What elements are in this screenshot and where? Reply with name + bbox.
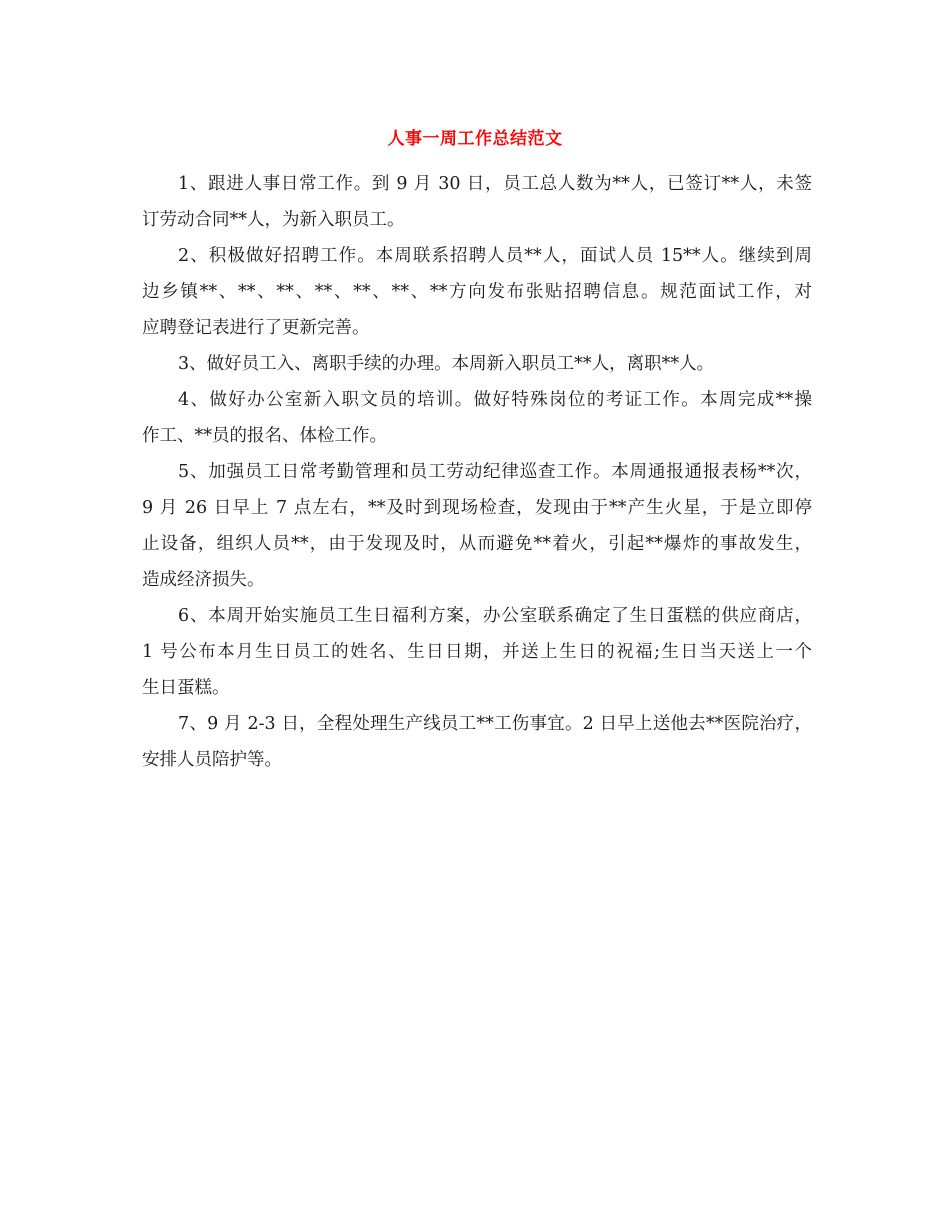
paragraph-line: 4、做好办公室新入职文员的培训。做好特殊岗位的考证工作。本周完成**操 xyxy=(178,390,812,410)
paragraph-line: 作工、**员的报名、体检工作。 xyxy=(142,426,387,446)
paragraph-6 xyxy=(142,598,812,706)
paragraph-5 xyxy=(142,454,812,598)
paragraph-2 xyxy=(142,238,812,346)
paragraph-line: 3、做好员工入、离职手续的办理。本周新入职员工**人，离职**人。 xyxy=(178,354,715,374)
paragraph-1 xyxy=(142,166,812,238)
paragraph-line: 6、本周开始实施员工生日福利方案，办公室联系确定了生日蛋糕的供应商店， xyxy=(178,606,812,626)
paragraph-7 xyxy=(142,706,812,778)
paragraph-line: 止设备，组织人员**，由于发现及时，从而避免**着火，引起**爆炸的事故发生， xyxy=(142,534,812,554)
paragraph-line: 7、9 月 2-3 日，全程处理生产线员工**工伤事宜。2 日早上送他去**医院治疗， xyxy=(178,714,812,734)
document-body xyxy=(142,166,812,778)
paragraph-line: 生日蛋糕。 xyxy=(142,678,230,698)
paragraph-line: 9 月 26 日早上 7 点左右，**及时到现场检查，发现由于**产生火星，于是立即停 xyxy=(142,498,812,518)
paragraph-line: 2、积极做好招聘工作。本周联系招聘人员**人，面试人员 15**人。继续到周 xyxy=(178,246,812,266)
paragraph-line: 应聘登记表进行了更新完善。 xyxy=(142,318,370,338)
paragraph-3 xyxy=(142,346,812,382)
paragraph-4 xyxy=(142,382,812,454)
document-title: 人事一周工作总结范文 xyxy=(387,129,563,149)
paragraph-line: 订劳动合同**人，为新入职员工。 xyxy=(142,210,405,230)
paragraph-line: 5、加强员工日常考勤管理和员工劳动纪律巡查工作。本周通报通报表杨**次， xyxy=(178,462,812,482)
paragraph-line: 造成经济损失。 xyxy=(142,570,265,590)
paragraph-line: 边乡镇**、**、**、**、**、**、**方向发布张贴招聘信息。规范面试工作，对 xyxy=(142,282,812,302)
paragraph-line: 1 号公布本月生日员工的姓名、生日日期，并送上生日的祝福;生日当天送上一个 xyxy=(142,642,812,662)
paragraph-line: 1、跟进人事日常工作。到 9 月 30 日，员工总人数为**人，已签订**人，未签 xyxy=(178,174,812,194)
paragraph-line: 安排人员陪护等。 xyxy=(142,750,282,770)
